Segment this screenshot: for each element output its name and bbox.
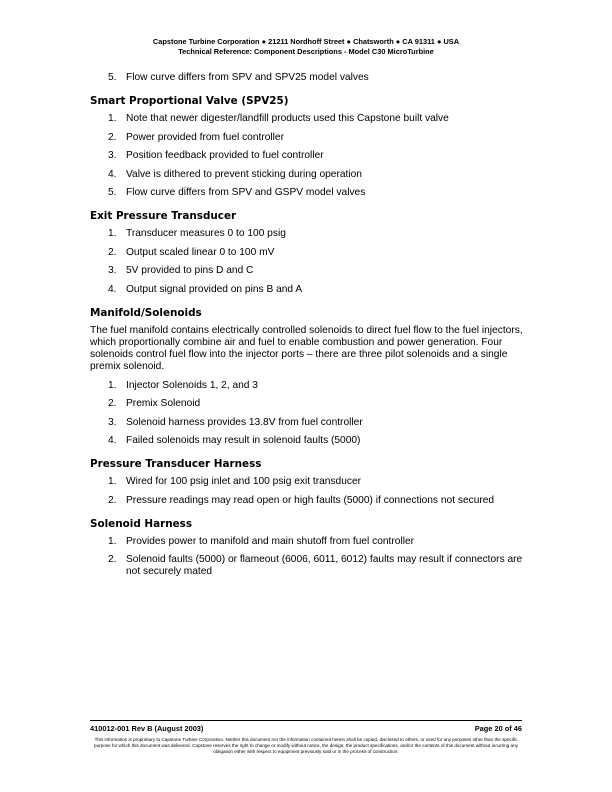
list-number: 3. [108,150,117,161]
section-list [90,113,530,199]
section-pressure-transducer-harness [90,458,530,507]
list-item [90,495,530,507]
header-title-line: Technical Reference: Component Descriptions - Model C30 MicroTurbine [178,47,434,56]
section-heading: Exit Pressure Transducer [90,210,237,222]
list-item [90,169,530,181]
section-list [90,536,530,579]
list-number: 5. [108,187,117,198]
list-number: 3. [108,416,117,428]
list-item [90,554,530,578]
document-id: 410012-001 Rev B (August 2003) [90,724,204,733]
list-item [90,150,530,162]
list-text: Output signal provided on pins B and A [126,283,303,295]
section-paragraph: The fuel manifold contains electrically controlled solenoids to direct fuel flow to the fuel injectors, which proportionally combine air and fuel to enable combustion and power generation. Four solenoids control fuel flow into the injector ports – there are three pilot solenoids and a single premix solenoid. [90,324,523,372]
list-text: Transducer measures 0 to 100 psig [126,228,286,239]
section-heading: Pressure Transducer Harness [90,458,262,470]
list-text: 5V provided to pins D and C [126,265,254,276]
list-number: 2. [108,494,117,506]
list-text: Power provided from fuel controller [126,131,284,143]
list-item [90,435,530,447]
page-header [0,37,612,57]
list-item [90,476,530,488]
list-text: Valve is dithered to prevent sticking during operation [126,168,362,180]
list-number: 2. [108,554,117,565]
list-number: 1. [108,228,117,239]
proprietary-notice: This information is proprietary to Capstone Turbine Corporation. Neither this document nor the information contained herein shall be copied, disclosed to others, or used for any purposes other than the specific purpose for which this document was delivered. Capstone reserves the right to change or modify without notice, the design, the product specifications, and/or the contents of this document without incurring any obligation either with respect to equipment previously sold or in the process of construction. [94,737,518,754]
page-number: Page 20 of 46 [474,724,522,733]
list-number: 4. [108,435,117,446]
list-number: 1. [108,113,117,124]
section-list [90,228,530,296]
section-spv25 [90,95,530,199]
list-item [90,72,530,84]
footer-divider [90,720,522,721]
list-item [90,228,530,240]
list-item [90,113,530,125]
list-number: 4. [108,283,117,295]
section-heading: Solenoid Harness [90,517,193,530]
section-heading: Manifold/Solenoids [90,306,202,319]
list-item [90,536,530,548]
list-text: Provides power to manifold and main shutoff from fuel controller [126,535,415,547]
intro-list [90,72,530,84]
list-number: 1. [108,476,117,487]
list-text: Pressure readings may read open or high faults (5000) if connections not secured [126,494,495,506]
list-item [90,398,530,410]
list-item [90,247,530,259]
list-number: 3. [108,265,117,276]
list-text: Note that newer digester/landfill products used this Capstone built valve [126,113,449,124]
list-number: 4. [108,168,117,180]
list-item [90,132,530,144]
list-text: Injector Solenoids 1, 2, and 3 [126,379,258,391]
list-text: Flow curve differs from SPV and GSPV model valves [126,187,366,198]
section-list [90,476,530,507]
document-body [90,72,530,585]
list-item [90,284,530,296]
list-text: Failed solenoids may result in solenoid faults (5000) [126,435,361,446]
section-solenoid-harness [90,518,530,579]
section-manifold-solenoids [90,307,530,448]
list-text: Solenoid faults (5000) or flameout (6006, 6011, 6012) faults may result if connectors are not securely mated [126,554,523,577]
list-text: Premix Solenoid [126,398,201,409]
list-number: 2. [108,246,117,258]
list-text: Position feedback provided to fuel controller [126,150,324,161]
list-text: Solenoid harness provides 13.8V from fuel controller [126,416,363,428]
header-company-line: Capstone Turbine Corporation ● 21211 Nordhoff Street ● Chatsworth ● CA 91311 ● USA [152,37,460,46]
list-item [90,417,530,429]
list-item [90,380,530,392]
list-number: 2. [108,398,117,409]
section-exit-pressure-transducer [90,210,530,296]
section-heading: Smart Proportional Valve (SPV25) [90,95,289,107]
list-number: 5. [108,72,117,83]
list-number: 1. [108,535,117,547]
list-text: Wired for 100 psig inlet and 100 psig exit transducer [126,476,362,487]
list-text: Output scaled linear 0 to 100 mV [126,246,275,258]
list-item [90,265,530,277]
list-text: Flow curve differs from SPV and SPV25 model valves [126,72,369,83]
list-number: 1. [108,379,117,391]
list-number: 2. [108,131,117,143]
list-item [90,187,530,199]
section-list [90,380,530,448]
